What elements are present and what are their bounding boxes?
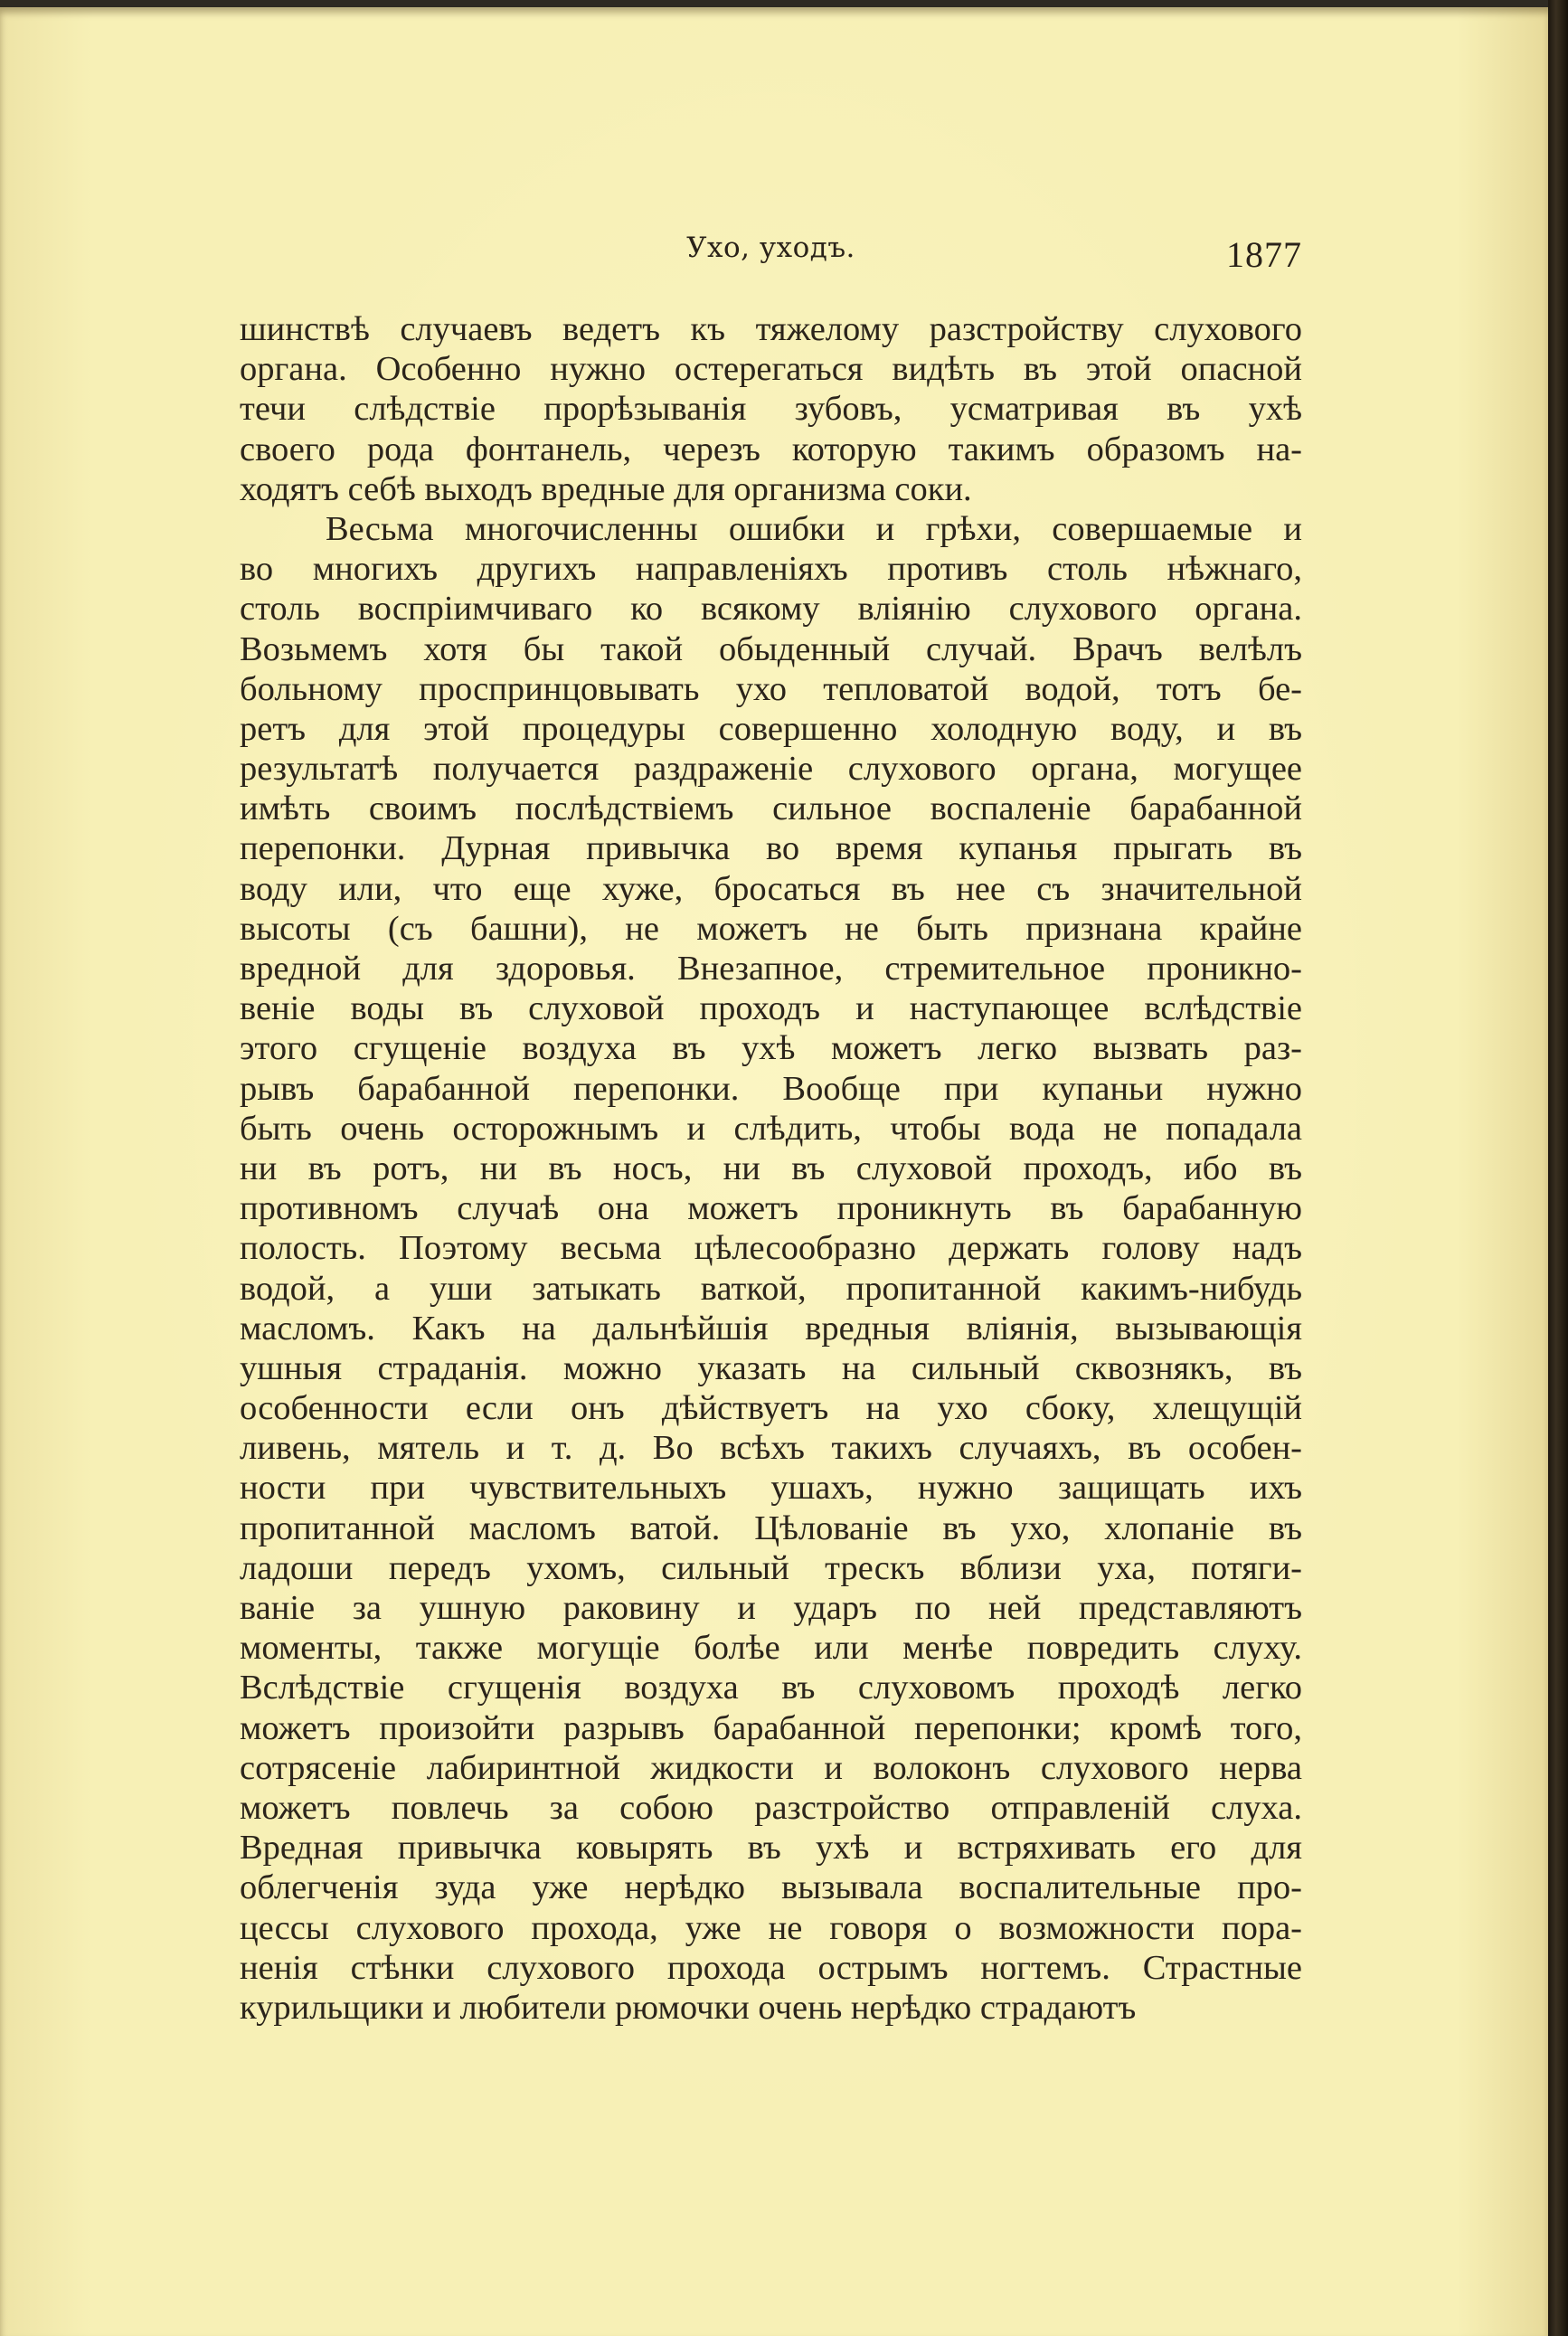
text-line: больному проспринцовывать ухо тепловатой водой, тотъ бе-: [240, 669, 1302, 708]
body-text: [240, 309, 1302, 2028]
text-line: цессы слухового прохода, уже не говоря о возможности пора-: [240, 1908, 1302, 1947]
text-line: перепонки. Дурная привычка во время купанья прыгать въ: [240, 829, 1302, 868]
text-line: полость. Поэтому весьма цѣлесообразно держать голову надъ: [240, 1229, 1302, 1268]
text-line: ладоши передъ ухомъ, сильный трескъ вблизи уха, потяги-: [240, 1548, 1302, 1587]
text-line: столь воспріимчиваго ко всякому вліянію слухового органа.: [240, 590, 1302, 629]
text-line: своего рода фонтанель, черезъ которую такимъ образомъ на-: [240, 430, 1302, 468]
text-line: ретъ для этой процедуры совершенно холодную воду, и въ: [240, 709, 1302, 748]
text-line: ливень, мятель и т. д. Во всѣхъ такихъ случаяхъ, въ особен-: [240, 1429, 1302, 1468]
text-line: пропитанной масломъ ватой. Цѣлованіе въ ухо, хлопаніе въ: [240, 1508, 1302, 1547]
text-line: ваніе за ушную раковину и ударъ по ней представляютъ: [240, 1589, 1302, 1627]
text-line: противномъ случаѣ она можетъ проникнуть въ барабанную: [240, 1189, 1302, 1228]
text-line: облегченія зуда уже нерѣдко вызывала воспалительные про-: [240, 1868, 1302, 1907]
text-line: Вслѣдствіе сгущенія воздуха въ слуховомъ проходѣ легко: [240, 1669, 1302, 1707]
text-line: ности при чувствительныхъ ушахъ, нужно защищать ихъ: [240, 1469, 1302, 1508]
page-number: 1877: [1226, 234, 1302, 275]
text-line: во многихъ другихъ направленіяхъ противъ столь нѣжнаго,: [240, 550, 1302, 589]
text-line: курильщики и любители рюмочки очень нерѣдко страдаютъ: [240, 1988, 1137, 2027]
text-line: шинствѣ случаевъ ведетъ къ тяжелому разстройству слухового: [240, 310, 1302, 348]
text-line: органа. Особенно нужно остерегаться видѣть въ этой опасной: [240, 350, 1302, 389]
text-line: масломъ. Какъ на дальнѣйшія вредныя вліянія, вызывающія: [240, 1309, 1302, 1348]
text-line: ушныя страданія. можно указать на сильный сквознякъ, въ: [240, 1348, 1302, 1387]
text-line: водой, а уши затыкать ваткой, пропитанной какимъ-нибудь: [240, 1269, 1302, 1308]
text-line: высоты (съ башни), не можетъ не быть признана крайне: [240, 909, 1302, 948]
running-head: [240, 224, 1302, 279]
text-line: течи слѣдствіе прорѣзыванія зубовъ, усматривая въ ухѣ: [240, 390, 1302, 429]
text-line: Возьмемъ хотя бы такой обыденный случай. Врачъ велѣлъ: [240, 629, 1302, 668]
text-line: этого сгущеніе воздуха въ ухѣ можетъ легко вызвать раз-: [240, 1029, 1302, 1068]
text-line: Вредная привычка ковырять въ ухѣ и встряхивать его для: [240, 1829, 1302, 1868]
text-line: моменты, также могущіе болѣе или менѣе повредить слуху.: [240, 1629, 1302, 1668]
text-line: веніе воды въ слуховой проходъ и наступающее вслѣдствіе: [240, 989, 1302, 1028]
text-line: Весьма многочисленны ошибки и грѣхи, совершаемые и: [326, 509, 1302, 548]
text-line: особенности если онъ дѣйствуетъ на ухо сбоку, хлещущій: [240, 1389, 1302, 1428]
text-line: воду или, что еще хуже, бросаться въ нее съ значительной: [240, 869, 1302, 908]
text-line: можетъ произойти разрывъ барабанной перепонки; кромѣ того,: [240, 1708, 1302, 1747]
text-line: можетъ повлечь за собою разстройство отправленій слуха.: [240, 1788, 1302, 1827]
text-line: ходятъ себѣ выходъ вредные для организма соки.: [240, 469, 972, 508]
text-line: рывъ барабанной перепонки. Вообще при купаньи нужно: [240, 1069, 1302, 1108]
text-line: имѣть своимъ послѣдствіемъ сильное воспаленіе барабанной: [240, 790, 1302, 828]
running-head-title: Ухо, уходъ.: [686, 232, 855, 264]
paragraph: [240, 309, 1302, 509]
text-line: результатѣ получается раздраженіе слухового органа, могущее: [240, 750, 1302, 789]
text-line: сотрясеніе лабиринтной жидкости и волоконъ слухового нерва: [240, 1748, 1302, 1787]
text-line: быть очень осторожнымъ и слѣдить, чтобы вода не попадала: [240, 1109, 1302, 1148]
text-line: вредной для здоровья. Внезапное, стремительное проникно-: [240, 950, 1302, 988]
text-line: ни въ ротъ, ни въ носъ, ни въ слуховой проходъ, ибо въ: [240, 1149, 1302, 1187]
book-spine-edge: [1548, 0, 1568, 2336]
text-line: ненія стѣнки слухового прохода острымъ ногтемъ. Страстные: [240, 1948, 1302, 1987]
paragraph: [240, 509, 1302, 2028]
